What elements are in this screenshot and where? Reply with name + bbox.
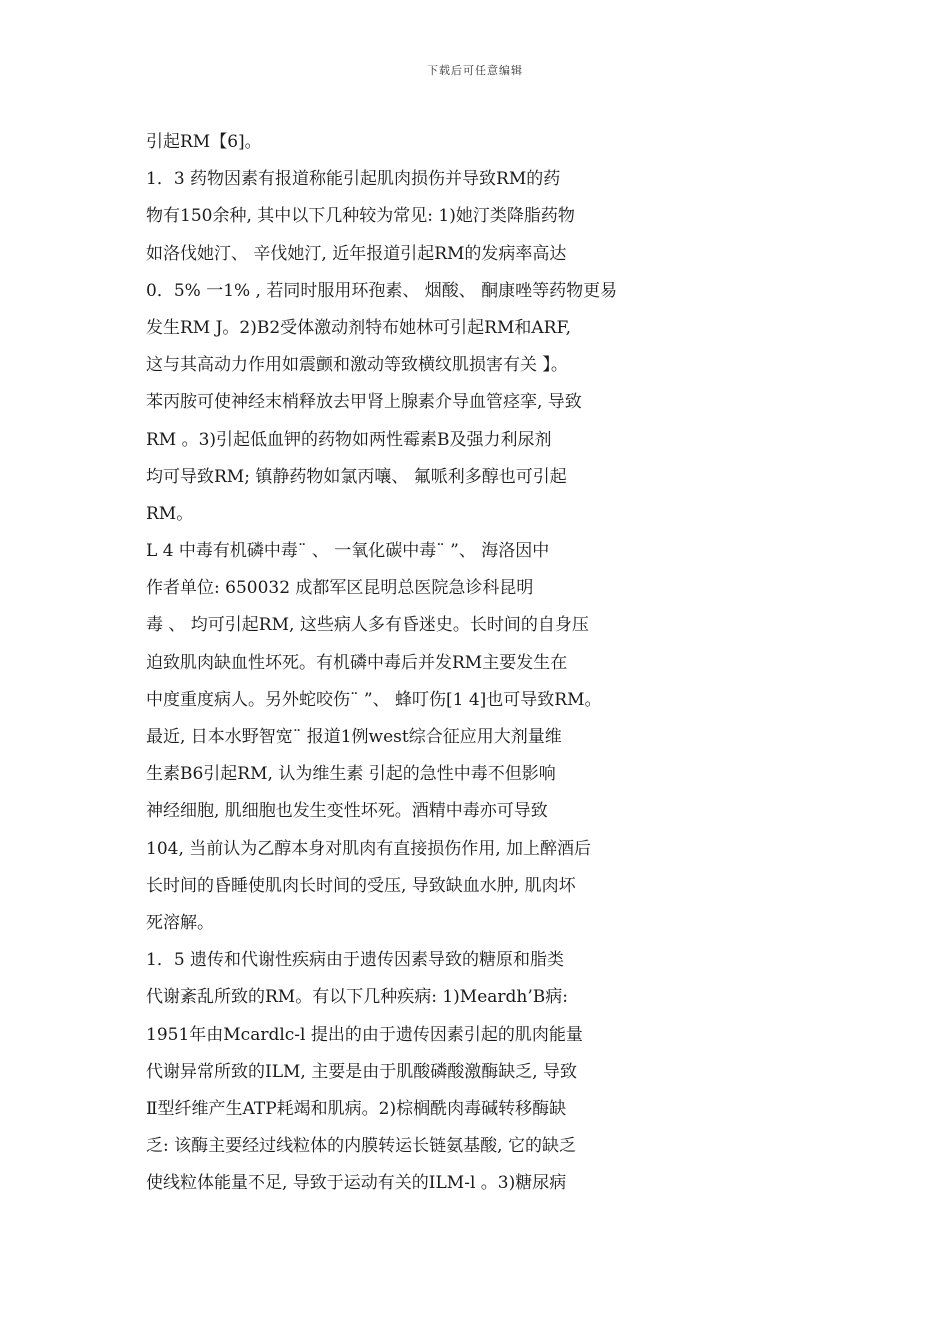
page-header: 下载后可任意编辑 <box>427 64 523 77</box>
text-line: 苯丙胺可使神经末梢释放去甲肾上腺素介导血管痉挛, 导致 <box>146 392 582 413</box>
text-line: 作者单位: 650032 成都军区昆明总医院急诊科昆明 <box>146 578 534 599</box>
text-line: 乏: 该酶主要经过线粒体的内膜转运长链氨基酸, 它的缺乏 <box>146 1136 576 1157</box>
text-line: 发生RM J。2)B2受体激动剂特布她林可引起RM和ARF, <box>146 317 572 338</box>
body-text <box>146 124 766 1202</box>
text-line: RM。 <box>146 503 194 524</box>
text-line: 中度重度病人。另外蛇咬伤¨ ”、 蜂叮伤[1 4]也可导致RM。 <box>146 689 602 710</box>
text-line: L 4 中毒有机磷中毒¨ 、 一氧化碳中毒¨ ”、 海洛因中 <box>146 541 550 562</box>
text-line: 长时间的昏睡使肌肉长时间的受压, 导致缺血水肿, 肌肉坏 <box>146 875 576 896</box>
text-line: 迫致肌肉缺血性坏死。有机磷中毒后并发RM主要发生在 <box>146 652 568 673</box>
text-line: 代谢紊乱所致的RM。有以下几种疾病: 1)Meardh’B病: <box>146 987 568 1008</box>
text-line: 104, 当前认为乙醇本身对肌肉有直接损伤作用, 加上醉酒后 <box>146 838 592 859</box>
text-line: 物有150余种, 其中以下几种较为常见: 1)她汀类降脂药物 <box>146 206 575 227</box>
text-line: 引起RM【6]。 <box>146 132 262 152</box>
text-line: RM 。3)引起低血钾的药物如两性霉素B及强力利尿剂 <box>146 429 552 450</box>
text-line: 1．3 药物因素有报道称能引起肌肉损伤并导致RM的药 <box>146 169 561 190</box>
text-line: 如洛伐她汀、 辛伐她汀, 近年报道引起RM的发病率高达 <box>146 243 567 264</box>
text-line: 这与其高动力作用如震颤和激动等致横纹肌损害有关 】。 <box>146 355 568 376</box>
text-line: 1951年由Mcardlc-l 提出的由于遗传因素引起的肌肉能量 <box>146 1024 583 1045</box>
text-line: 最近, 日本水野智宽¨ 报道1例west综合征应用大剂量维 <box>146 727 562 747</box>
text-line: 神经细胞, 肌细胞也发生变性坏死。酒精中毒亦可导致 <box>146 801 548 822</box>
text-line: 0．5% 一1% , 若同时服用环孢素、 烟酸、 酮康唑等药物更易 <box>146 280 618 301</box>
text-line: 代谢异常所致的ILM, 主要是由于肌酸磷酸激酶缺乏, 导致 <box>146 1061 578 1082</box>
text-line: 毒 、 均可引起RM, 这些病人多有昏迷史。长时间的自身压 <box>146 615 589 636</box>
text-line: Ⅱ型纤维产生ATP耗竭和肌病。2)棕榈酰肉毒碱转移酶缺 <box>146 1098 567 1119</box>
text-line: 1．5 遗传和代谢性疾病由于遗传因素导致的糖原和脂类 <box>146 950 565 971</box>
text-line: 使线粒体能量不足, 导致于运动有关的ILM-l 。3)糖尿病 <box>146 1173 567 1194</box>
text-line: 生素B6引起RM, 认为维生素 引起的急性中毒不但影响 <box>146 764 556 785</box>
text-line: 死溶解。 <box>146 912 214 933</box>
text-line: 均可导致RM; 镇静药物如氯丙嚷、 氟哌利多醇也可引起 <box>146 466 567 487</box>
